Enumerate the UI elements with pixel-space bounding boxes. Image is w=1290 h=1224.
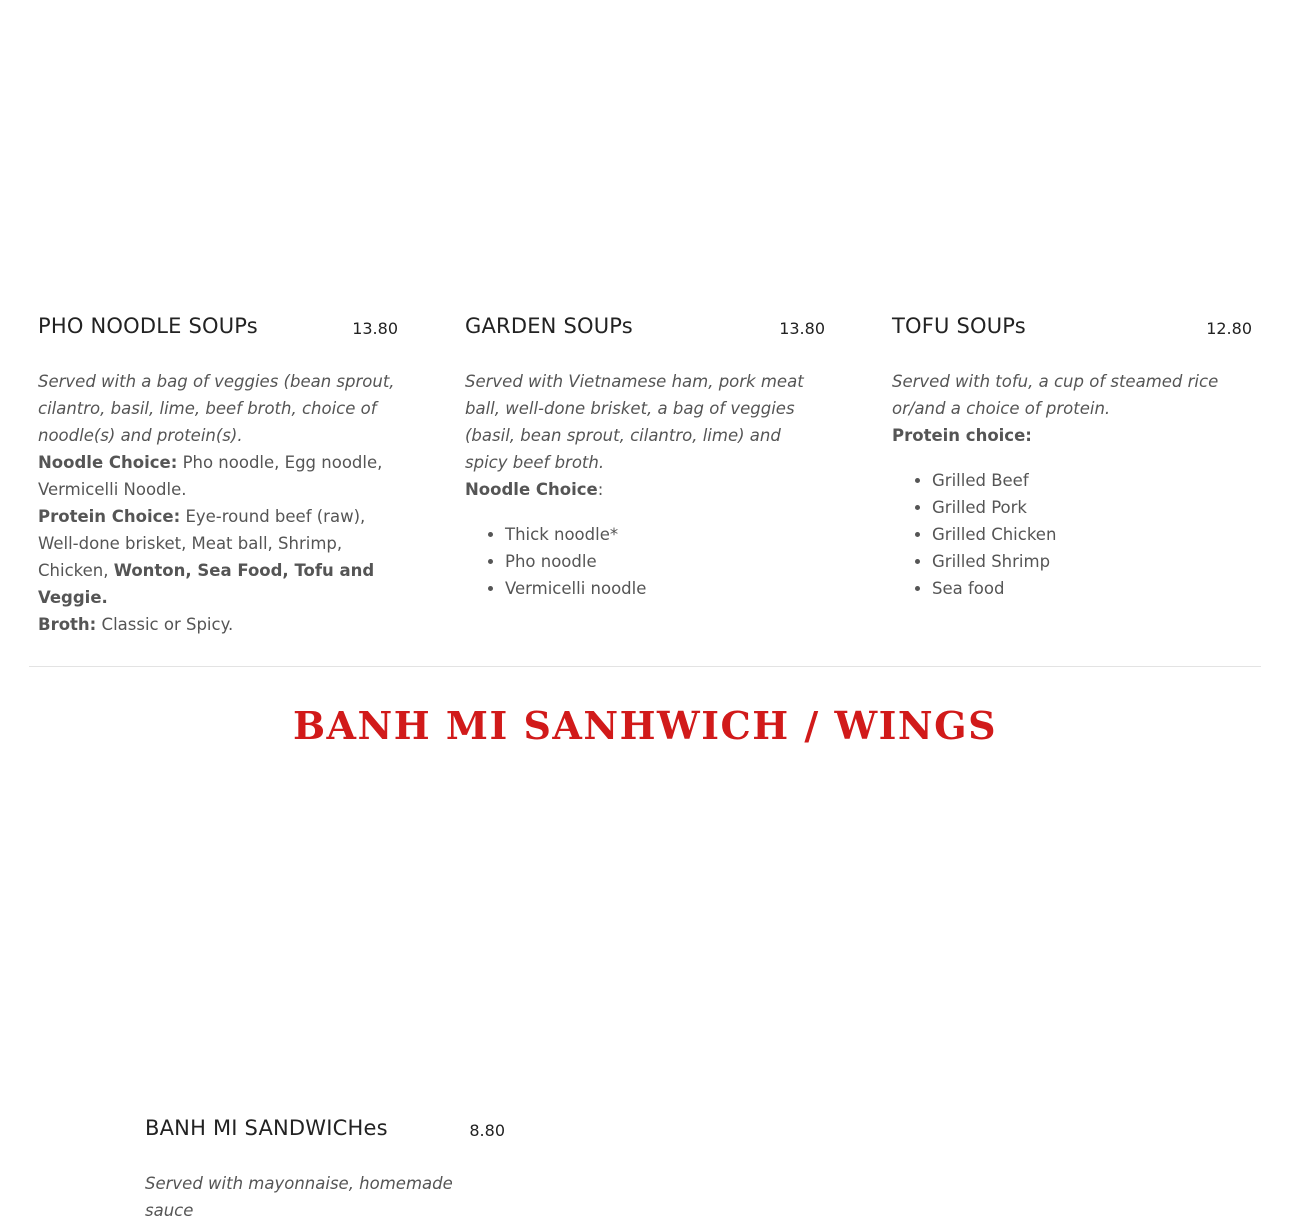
item-price: 13.80 (779, 319, 825, 338)
broth-text: Classic or Spicy. (101, 615, 234, 634)
list-item: • Pho noodle (505, 548, 825, 575)
item-description (465, 368, 825, 503)
protein-choice-line (892, 422, 1252, 449)
noodle-choice-line (465, 476, 825, 503)
item-name: PHO NOODLE SOUPs (38, 314, 258, 338)
item-intro: Served with mayonnaise, homemade sauce (145, 1174, 453, 1220)
item-name: BANH MI SANDWICHes (145, 1116, 388, 1140)
item-name: GARDEN SOUPs (465, 314, 633, 338)
noodle-choice-line (38, 449, 398, 503)
item-description (892, 368, 1252, 449)
noodle-choice-text: Pho noodle, Egg noodle, Vermicelli Noodle. (38, 453, 383, 499)
menu-item-header (892, 314, 1252, 348)
menu-item-pho (38, 314, 398, 638)
menu-item-header (38, 314, 398, 348)
menu-item-garden (465, 314, 825, 602)
noodle-choice-label: Noodle Choice: (38, 453, 178, 472)
menu-item-header (465, 314, 825, 348)
list-item: • Sea food (932, 575, 1252, 602)
item-price: 8.80 (469, 1121, 505, 1140)
list-item: • Grilled Shrimp (932, 548, 1252, 575)
protein-choice-label: Protein choice: (892, 426, 1032, 445)
item-name: TOFU SOUPs (892, 314, 1026, 338)
item-description (145, 1170, 505, 1224)
menu-item-tofu (892, 314, 1252, 602)
protein-choice-line (38, 503, 398, 611)
protein-choice-label: Protein Choice: (38, 507, 181, 526)
item-price: 12.80 (1206, 319, 1252, 338)
item-intro: Served with Vietnamese ham, pork meat ball, well-done brisket, a bag of veggies (basil, bean sprout, cilantro, lime) and spicy beef broth. (465, 372, 804, 472)
list-item: • Grilled Beef (932, 467, 1252, 494)
item-description (38, 368, 398, 638)
noodle-options-list (465, 521, 825, 602)
noodle-choice-label: Noodle Choice (465, 480, 598, 499)
item-intro: Served with a bag of veggies (bean sprout, cilantro, basil, lime, beef broth, choice of noodle(s) and protein(s). (38, 372, 395, 445)
list-item: • Grilled Chicken (932, 521, 1252, 548)
menu-item-header (145, 1116, 505, 1150)
broth-label: Broth: (38, 615, 97, 634)
broth-line (38, 611, 398, 638)
section-title: BANH MI SANHWICH / WINGS (292, 703, 998, 748)
list-item: • Thick noodle* (505, 521, 825, 548)
menu-item-banh-mi (145, 1116, 505, 1224)
item-price: 13.80 (352, 319, 398, 338)
protein-choice-text: Eye-round beef (raw), Well-done brisket, Meat ball, Shrimp, Chicken, (38, 507, 366, 580)
list-item: • Vermicelli noodle (505, 575, 825, 602)
noodle-choice-colon: : (597, 480, 604, 499)
item-intro: Served with tofu, a cup of steamed rice or/and a choice of protein. (892, 372, 1219, 418)
protein-options-list (892, 467, 1252, 602)
section-divider (29, 666, 1261, 667)
list-item: • Grilled Pork (932, 494, 1252, 521)
protein-choice-extra: Wonton, Sea Food, Tofu and Veggie. (38, 561, 375, 607)
